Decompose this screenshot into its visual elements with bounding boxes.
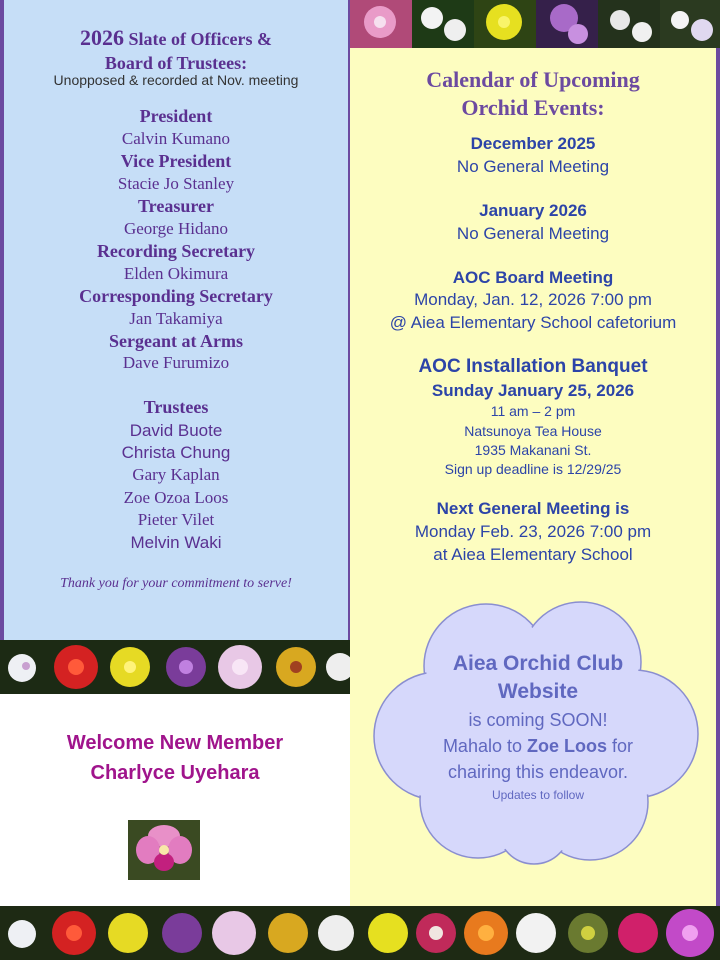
event-next-heading: Next General Meeting is	[436, 499, 630, 518]
event-banquet-date: Sunday January 25, 2026	[431, 381, 635, 400]
role-recording-secretary: Recording Secretary	[96, 241, 256, 261]
role-sergeant-at-arms: Sergeant at Arms	[109, 331, 243, 351]
role-president: President	[139, 106, 213, 126]
calendar-title	[350, 66, 716, 122]
new-member-name: Charlyce Uyehara	[90, 762, 260, 784]
event-december-heading: December 2025	[470, 134, 596, 153]
event-banquet-place: Natsunoya Tea House	[464, 423, 602, 439]
trustee-name: Christa Chung	[121, 443, 231, 462]
website-title-line1: Aiea Orchid Club	[452, 652, 624, 675]
event-january-detail: No General Meeting	[456, 224, 610, 243]
website-title-line2: Website	[497, 680, 579, 703]
website-mahalo	[360, 736, 716, 757]
event-next-location: at Aiea Elementary School	[433, 545, 633, 564]
website-mahalo-text: Mahalo to	[442, 736, 522, 756]
name-treasurer: George Hidano	[123, 219, 229, 238]
orchid-photos-icon	[0, 906, 720, 960]
event-board-location: @ Aiea Elementary School cafetorium	[389, 313, 677, 332]
officers-panel	[0, 0, 350, 640]
trustee-name: Melvin Waki	[130, 533, 222, 552]
orchid-strip-middle	[0, 640, 350, 694]
name-president: Calvin Kumano	[121, 129, 231, 148]
name-corresponding-secretary: Jan Takamiya	[129, 309, 223, 328]
website-chairing: chairing this endeavor.	[447, 762, 629, 782]
trustees-heading: Trustees	[143, 397, 209, 417]
trustee-name: David Buote	[129, 421, 223, 440]
event-banquet-deadline: Sign up deadline is 12/29/25	[444, 461, 622, 477]
event-january-heading: January 2026	[479, 201, 587, 220]
slate-subtitle: Unopposed & recorded at Nov. meeting	[53, 72, 299, 88]
event-banquet-heading: AOC Installation Banquet	[418, 356, 648, 377]
slate-title-rest: Slate of Officers &	[128, 29, 272, 49]
cloud-shape	[366, 596, 704, 868]
name-vice-president: Stacie Jo Stanley	[117, 174, 235, 193]
welcome-heading: Welcome New Member	[66, 732, 284, 754]
website-updates: Updates to follow	[491, 788, 585, 802]
event-next-date: Monday Feb. 23, 2026 7:00 pm	[414, 522, 652, 541]
event-december-detail: No General Meeting	[456, 157, 610, 176]
slate-title	[4, 26, 348, 75]
role-vice-president: Vice President	[120, 151, 232, 171]
role-corresponding-secretary: Corresponding Secretary	[79, 286, 273, 306]
orchid-photos-icon	[0, 640, 350, 694]
event-banquet-time: 11 am – 2 pm	[490, 403, 576, 419]
event-banquet-address: 1935 Makanani St.	[474, 442, 592, 458]
website-chair-name: Zoe Loos	[527, 736, 608, 756]
orchid-strip-top	[350, 0, 720, 48]
welcome-section	[0, 694, 350, 906]
trustee-name: Gary Kaplan	[132, 465, 220, 484]
orchid-strip-bottom	[0, 906, 720, 960]
event-board-heading: AOC Board Meeting	[452, 268, 614, 287]
slate-year: 2026	[80, 25, 125, 50]
orchid-photos-icon	[350, 0, 720, 48]
trustee-name: Pieter Vilet	[137, 510, 215, 529]
pink-phalaenopsis-orchid-icon	[128, 820, 200, 880]
website-status: is coming SOON!	[468, 710, 608, 730]
event-board-date: Monday, Jan. 12, 2026 7:00 pm	[414, 290, 652, 309]
slate-title-line2: Board of Trustees:	[104, 53, 248, 73]
calendar-panel	[350, 48, 720, 906]
trustee-name: Zoe Ozoa Loos	[123, 488, 229, 507]
website-mahalo-end: for	[612, 736, 634, 756]
calendar-title-line2: Orchid Events:	[461, 95, 605, 120]
name-sergeant-at-arms: Dave Furumizo	[122, 353, 230, 372]
calendar-title-line1: Calendar of Upcoming	[426, 67, 640, 92]
role-treasurer: Treasurer	[138, 196, 214, 216]
name-recording-secretary: Elden Okimura	[123, 264, 229, 283]
thanks-note: Thank you for your commitment to serve!	[60, 576, 292, 591]
